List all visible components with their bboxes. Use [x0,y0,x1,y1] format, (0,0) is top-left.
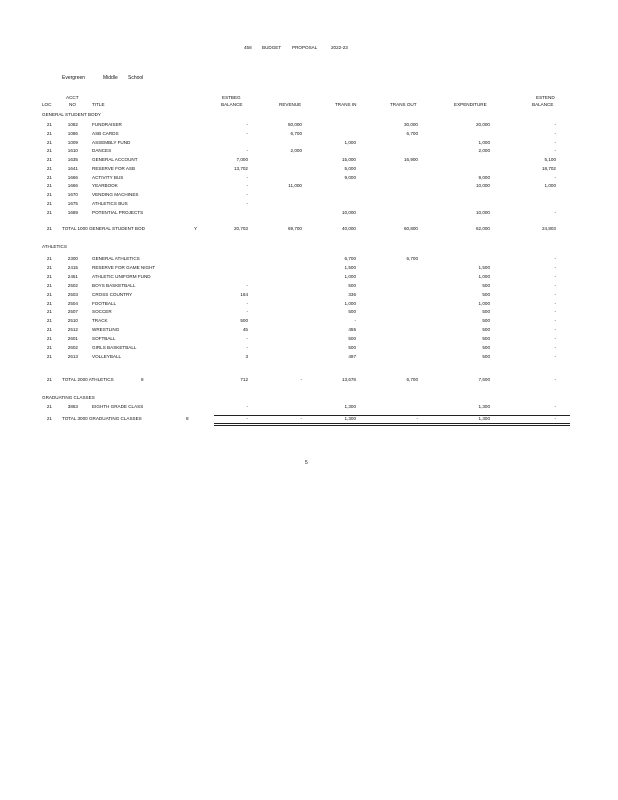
total-tin: 40,000 [341,226,356,231]
cell-tin: 6,700 [344,256,356,261]
cell-est: - [246,300,248,306]
cell-est: - [246,148,248,154]
table-row [0,354,618,361]
col-end-2: BALANCE [532,102,554,107]
cell-exp: 10,000 [475,183,490,189]
cell-end: - [554,282,556,288]
cell-end: - [554,327,556,333]
col-est-1: ESTBEG [222,95,241,100]
col-trans-out: TRANS OUT [390,102,417,107]
cell-end: - [554,264,556,270]
cell-tout: 6,700 [406,130,418,136]
table-row [0,256,618,263]
col-loc: LOC [42,102,52,107]
cell-est: - [246,192,248,197]
total-tout: 6,700 [406,377,418,382]
cell-est: - [246,404,248,409]
table-row [0,404,618,411]
cell-acct: 1086 [67,130,78,136]
total-end: - [554,377,556,382]
cell-tin: 500 [348,345,356,350]
total-flag: 8 [186,416,189,421]
cell-loc: 21 [46,200,52,206]
total-est: - [246,416,248,421]
cell-acct: 2613 [67,353,78,359]
cell-title: VOLLEYBALL [92,353,122,359]
cell-est: 7,000 [236,157,248,162]
cell-tin: 1,500 [344,264,356,270]
cell-title: ATHLETICS BUS [92,200,128,206]
cell-tin: 500 [348,336,356,342]
cell-title: ATHLETIC UNIFORM FUND [92,273,151,279]
cell-loc: 21 [46,345,52,350]
total-tin: 13,678 [341,377,356,382]
cell-acct: 1689 [67,209,78,215]
cell-loc: 21 [46,192,52,197]
cell-acct: 3863 [67,404,78,409]
cell-tin: 497 [348,353,356,359]
table-row [0,201,618,208]
cell-acct: 2503 [67,291,78,297]
cell-end: - [554,404,556,409]
cell-acct: 1082 [67,122,78,127]
cell-acct: 2601 [67,336,78,342]
table-row [0,318,618,325]
cell-acct: 2512 [67,327,78,333]
table-row [0,192,618,199]
cell-end: 18,702 [541,165,556,171]
cell-acct: 1666 [67,183,78,189]
cell-loc: 21 [46,165,52,171]
cell-end: - [554,345,556,350]
cell-rev: 11,000 [288,183,302,189]
total-est: 712 [240,377,248,382]
cell-title: SOFTBALL [92,336,116,342]
cell-exp: 1,000 [478,300,490,306]
cell-title: ACTIVITY BUS [92,174,124,180]
cell-est: - [246,122,248,127]
cell-acct: 1666 [67,174,78,180]
school-name-part1: Evergreen [62,75,86,81]
cell-tin: 455 [348,327,356,333]
cell-exp: 500 [482,353,490,359]
fiscal-year: 2022-23 [331,45,348,50]
total-exp: 62,000 [475,226,490,231]
total-rev: 69,700 [287,226,302,231]
cell-rev: 6,700 [290,130,302,136]
cell-tin: 10,000 [341,209,356,215]
total-flag: Y [194,226,198,231]
cell-acct: 2300 [67,256,78,261]
cell-exp: 1,000 [478,139,490,145]
cell-end: - [554,273,556,279]
cell-title: POTENTIAL PROJECTS [92,209,144,215]
cell-title: GENERAL ACCOUNT [92,157,138,162]
cell-est: 164 [240,291,248,297]
total-row [0,226,618,233]
cell-loc: 21 [46,282,52,288]
cell-exp: 500 [482,282,490,288]
cell-tin: 336 [348,291,356,297]
cell-acct: 1009 [67,139,78,145]
cell-est: - [246,183,248,189]
cell-title: CROSS COUNTRY [92,291,133,297]
cell-loc: 21 [46,416,52,421]
cell-loc: 21 [46,122,52,127]
cell-exp: 500 [482,318,490,324]
cell-end: - [554,130,556,136]
cell-acct: 1670 [67,192,78,197]
table-row [0,183,618,190]
table-row [0,309,618,316]
cell-loc: 21 [46,139,52,145]
cell-loc: 21 [46,226,52,231]
table-row [0,148,618,155]
cell-tin: 15,000 [341,157,356,162]
cell-title: FUNDRAISER [92,122,122,127]
cell-rev: 2,000 [290,148,302,154]
total-tout: - [416,416,418,421]
graduating-total-double-underline-2 [214,425,570,426]
cell-title: DANCES [92,148,112,154]
cell-end: - [554,353,556,359]
cell-loc: 21 [46,264,52,270]
total-label: TOTAL 2000 ATHLETICS [62,377,114,382]
cell-est: - [246,130,248,136]
cell-est: 13,702 [233,165,248,171]
total-row [0,377,618,384]
cell-end: 1,000 [544,183,556,189]
cell-end: - [554,209,556,215]
table-row [0,301,618,308]
col-revenue: REVENUE [279,102,302,107]
cell-tin: 1,000 [344,273,356,279]
cell-tout: 30,000 [403,122,418,127]
col-expenditure: EXPENDITURE [454,102,487,107]
cell-loc: 21 [46,327,52,333]
cell-est: 45 [242,327,248,333]
cell-est: - [246,174,248,180]
cell-exp: 9,000 [478,174,490,180]
cell-loc: 21 [46,291,52,297]
cell-tout: 6,700 [406,256,418,261]
cell-acct: 2602 [67,345,78,350]
table-row [0,327,618,334]
cell-acct: 1635 [67,157,78,162]
cell-est: - [246,282,248,288]
cell-loc: 21 [46,130,52,136]
total-label: TOTAL 3000 GRADUATING CLASSES [62,416,142,421]
cell-acct: 1641 [67,165,78,171]
cell-end: 5,100 [544,157,556,162]
total-est: 20,703 [233,226,248,231]
cell-end: - [554,291,556,297]
table-row [0,166,618,173]
cell-loc: 21 [46,318,52,324]
cell-est: - [246,336,248,342]
cell-exp: 10,000 [475,209,490,215]
total-tout: 60,800 [403,226,418,231]
proposal-word: PROPOSAL [292,45,318,50]
cell-loc: 21 [46,273,52,279]
cell-end: - [554,174,556,180]
cell-title: GENERAL ATHLETICS [92,256,140,261]
cell-acct: 1675 [67,200,78,206]
cell-est: 500 [240,318,248,324]
cell-tin: 500 [348,309,356,315]
total-end: 24,803 [541,226,556,231]
table-row [0,140,618,147]
cell-exp: 500 [482,327,490,333]
table-row [0,157,618,164]
cell-end: - [554,122,556,127]
total-label: TOTAL 1000 GENERAL STUDENT BOD [62,226,145,231]
cell-title: BOYS BASKETBALL [92,282,136,288]
cell-exp: 1,000 [478,273,490,279]
cell-exp: 500 [482,291,490,297]
table-row [0,122,618,129]
cell-exp: 1,300 [478,404,490,409]
page-number: 5 [305,460,308,466]
total-exp: 7,600 [478,377,490,382]
graduating-total-underline [214,415,570,416]
cell-acct: 2502 [67,282,78,288]
total-tin: 1,300 [344,416,356,421]
cell-exp: 2,000 [478,148,490,154]
cell-loc: 21 [46,256,52,261]
cell-est: - [246,345,248,350]
cell-title: TRACK [92,318,108,324]
cell-loc: 21 [46,148,52,154]
table-row [0,283,618,290]
cell-acct: 2504 [67,300,78,306]
cell-title: EIGHTH GRADE CLASS [92,404,144,409]
section-heading-athletics: ATHLETICS [42,244,67,249]
cell-title: SOCCER [92,309,112,315]
cell-exp: 500 [482,345,490,350]
col-est-2: BALANCE [221,102,243,107]
cell-loc: 21 [46,353,52,359]
cell-end: - [554,300,556,306]
cell-tin: - [354,318,356,324]
cell-loc: 21 [46,157,52,162]
cell-tin: 500 [348,282,356,288]
cell-title: RESERVE FOR ASB [92,165,136,171]
cell-acct: 2510 [67,318,78,324]
table-row [0,175,618,182]
cell-est: - [246,309,248,315]
cell-end: - [554,336,556,342]
cell-tin: 9,000 [344,174,356,180]
col-end-1: ESTEND [536,95,555,100]
cell-title: RESERVE FOR GAME NIGHT [92,264,156,270]
cell-exp: 500 [482,309,490,315]
cell-tin: 1,000 [344,139,356,145]
cell-est: 3 [245,353,248,359]
cell-loc: 21 [46,300,52,306]
col-acct-2: NO [69,102,76,107]
table-row [0,274,618,281]
cell-tout: 16,900 [403,157,418,162]
cell-loc: 21 [46,209,52,215]
table-row [0,265,618,272]
cell-title: ASB CARDS [92,130,119,136]
cell-title: GIRLS BASKETBALL [92,345,137,350]
cell-exp: 20,000 [475,122,490,127]
total-rev: - [300,377,302,382]
cell-loc: 21 [46,404,52,409]
cell-exp: 500 [482,336,490,342]
cell-title: WRESTLING [92,327,120,333]
cell-title: VENDING MACHINES [92,192,139,197]
table-row [0,345,618,352]
total-exp: 1,300 [478,416,490,421]
cell-end: - [554,318,556,324]
cell-end: - [554,309,556,315]
cell-title: FOOTBALL [92,300,116,306]
cell-acct: 1610 [67,148,78,154]
cell-exp: 1,500 [478,264,490,270]
cell-end: - [554,256,556,261]
total-end: - [554,416,556,421]
cell-acct: 2451 [67,273,78,279]
table-row [0,131,618,138]
cell-loc: 21 [46,183,52,189]
cell-end: - [554,139,556,145]
cell-tin: 1,300 [344,404,356,409]
cell-loc: 21 [46,336,52,342]
col-acct-1: ACCT [66,95,79,100]
cell-acct: 2415 [67,264,78,270]
cell-tin: 1,000 [344,300,356,306]
col-title: TITLE [92,102,105,107]
section-heading-general: GENERAL STUDENT BODY [42,112,101,117]
total-flag: 8 [141,377,144,382]
total-rev: - [300,416,302,421]
cell-title: ASSEMBLY FUND [92,139,131,145]
table-row [0,336,618,343]
table-row [0,210,618,217]
cell-loc: 21 [46,377,52,382]
cell-title: YEARBOOK [92,183,118,189]
cell-acct: 2507 [67,309,78,315]
cell-est: - [246,200,248,206]
cell-end: - [554,148,556,154]
cell-loc: 21 [46,309,52,315]
cell-loc: 21 [46,174,52,180]
cell-rev: 50,000 [287,122,302,127]
district-number: 458 [244,45,252,50]
section-heading-graduating: GRADUATING CLASSES [42,395,95,400]
school-name-part3: School [128,75,144,81]
cell-tin: 5,000 [344,165,356,171]
budget-word: BUDGET [262,45,282,50]
school-name-part2: Middle [103,75,118,81]
col-trans-in: TRANS IN [335,102,357,107]
table-row [0,292,618,299]
total-row [0,416,618,423]
